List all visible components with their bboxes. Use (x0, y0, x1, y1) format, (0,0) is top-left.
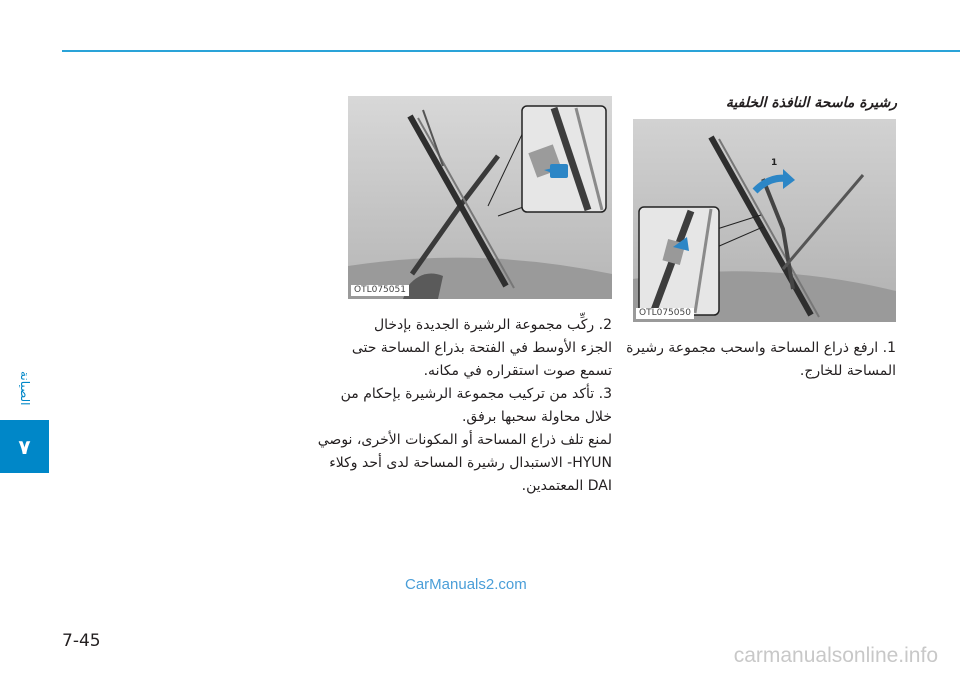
steps-install (317, 314, 612, 498)
wiper-remove-illustration (633, 119, 896, 322)
step-text-line: HYUN- الاستبدال رشيرة المساحة لدى أحد وكلاء (329, 455, 612, 471)
step-text-line: لمنع تلف ذراع المساحة أو المكونات الأخرى، نوصي (317, 432, 612, 448)
step-text-line: الجزء الأوسط في الفتحة بذراع المساحة حتى (351, 340, 612, 356)
section-title: رشيرة ماسحة النافذة الخلفية (725, 95, 897, 111)
figure-remove-blade (633, 119, 896, 322)
step-text-line: 1. ارفع ذراع المساحة واسحب مجموعة رشيرة (626, 340, 896, 356)
figure-code: OTL075051 (351, 285, 409, 296)
chapter-number: ٧ (18, 434, 31, 459)
watermark-link[interactable]: CarManuals2.com (405, 576, 527, 593)
figure-install-blade (348, 96, 612, 299)
step-text-line: خلال محاولة سحبها برفق. (461, 409, 612, 425)
step-text-line: المساحة للخارج. (799, 363, 896, 379)
figure-code: OTL075050 (636, 308, 694, 319)
header-rule (62, 50, 960, 52)
step-text-line: تسمع صوت استقراره في مكانه. (423, 363, 612, 379)
page-number: 7-45 (62, 631, 101, 651)
chapter-label: الصيانة (18, 370, 32, 406)
wiper-install-illustration (348, 96, 612, 299)
step-text-line: DAI المعتمدين. (521, 478, 612, 494)
chapter-tab[interactable] (0, 420, 49, 473)
callout-number: 1 (771, 158, 778, 168)
steps-remove (626, 337, 896, 383)
step-text-line: 2. ركِّب مجموعة الرشيرة الجديدة بإدخال (373, 317, 612, 333)
step-text-line: 3. تأكد من تركيب مجموعة الرشيرة بإحكام من (340, 386, 612, 402)
footer-watermark: carmanualsonline.info (733, 644, 938, 667)
